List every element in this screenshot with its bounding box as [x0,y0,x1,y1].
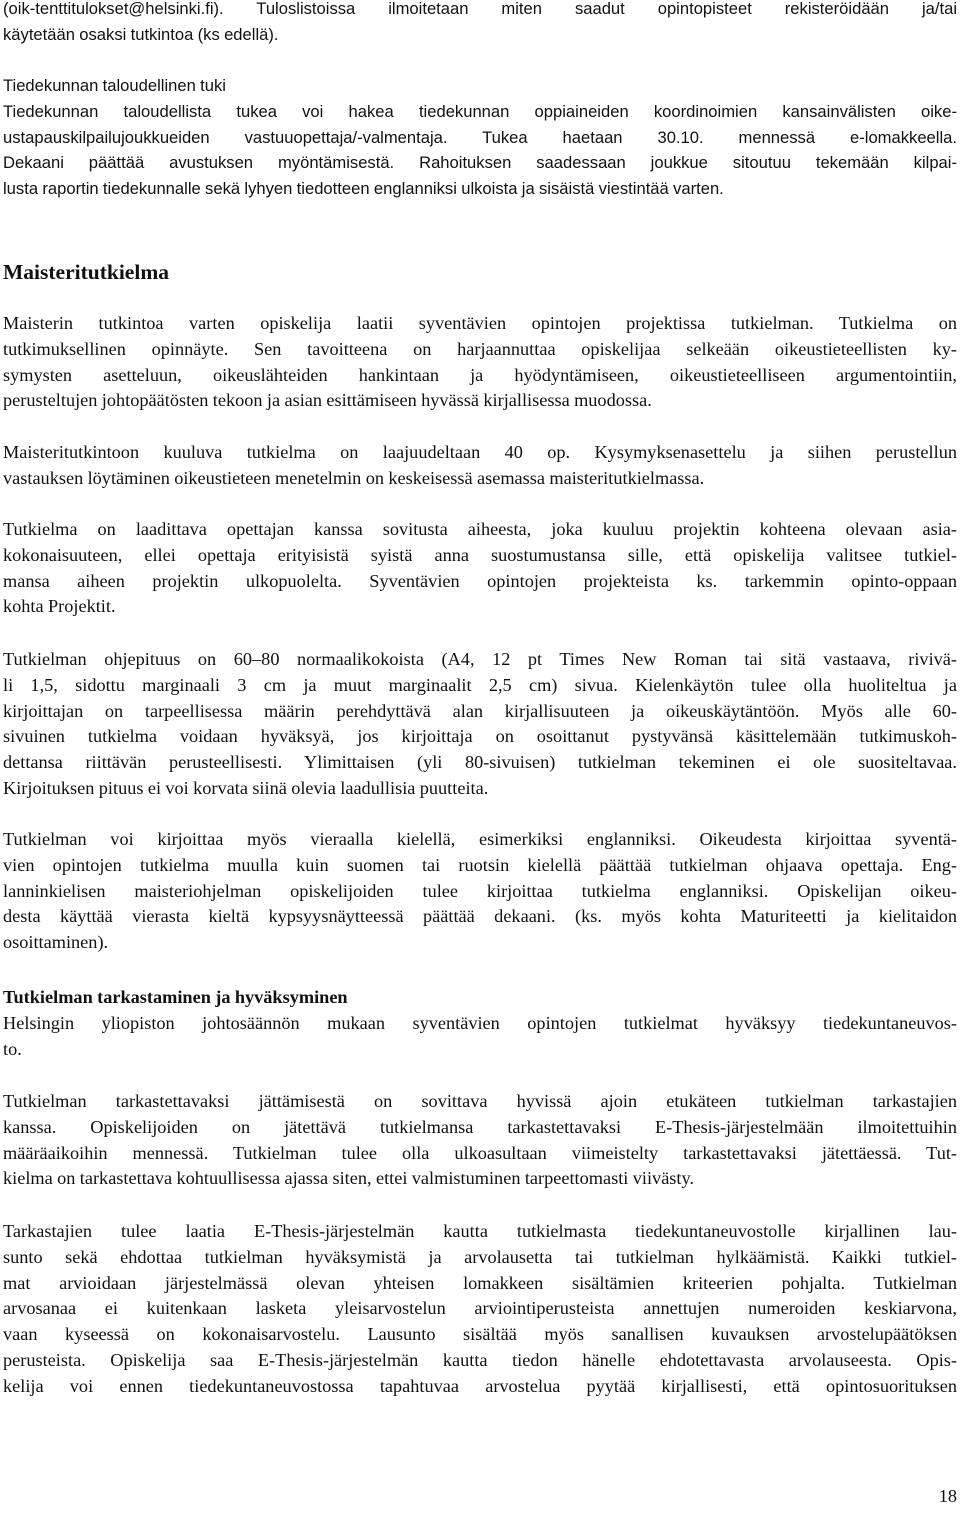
text-line: (oik-tenttitulokset@helsinki.fi). Tuloslistoissa ilmoitetaan miten saadut opintopisteet rekisteröidään ja/tai [3,0,957,18]
intro-paragraph [3,0,957,48]
text-line: mat arvioidaan järjestelmässä olevan yhteisen lomakkeen sisältämien kriteerien pohjalta. Tutkielman [3,1272,957,1293]
text-line: Tutkielman voi kirjoittaa myös vieraalla kielellä, esimerkiksi englanniksi. Oikeudesta kirjoittaa syventä- [3,829,957,849]
thesis-evaluation-paragraph [3,1219,957,1400]
text-line: käytetään osaksi tutkintoa (ks edellä). [3,24,279,44]
thesis-approval-paragraph [3,985,957,1062]
thesis-intro-paragraph [3,311,957,414]
text-line: vaan kyseessä on kokonaisarvostelu. Lausunto sisältää myös sanallisen kuvauksen arvostelupäätöksen [3,1324,957,1345]
text-line: Tutkielman ohjepituus on 60–80 normaalikokoista (A4, 12 pt Times New Roman tai sitä vastaava, rivivä- [3,649,957,669]
text-line: lanninkielisen maisteriohjelman opiskelijoiden tulee kirjoittaa tutkielma englanniksi. Opiskelijan oikeu- [3,880,957,901]
financial-support-paragraph [3,73,957,202]
thesis-topic-paragraph [3,517,957,620]
text-line: ustapauskilpailujoukkueiden vastuuopettaja/-valmentaja. Tukea haetaan 30.10. mennessä e-lomakkeella. [3,127,957,147]
text-line: mansa aiheen projektin ulkopuolelta. Syventävien opintojen projekteista ks. tarkemmin opinto-oppaan [3,570,957,591]
text-line: osoittaminen). [3,932,109,953]
text-line: sunto sekä ehdottaa tutkielman hyväksymistä ja arvolausetta tai tutkielman hylkäämistä. Kaikki tutkiel- [3,1246,957,1267]
text-line: vien opintojen tutkielma muulla kuin suomen tai ruotsin kielellä päättää tutkielman ohjaava opettaja. Eng- [3,854,957,875]
text-line: sivuinen tutkielma voidaan hyväksyä, jos kirjoittaja on osoittanut pystyvänsä käsittelemään tutkimuskoh- [3,726,957,747]
text-line: kirjoittajan on tarpeellisessa määrin perehdyttävä alan kirjallisuuteen ja oikeuskäytäntöön. Myös alle 60- [3,700,957,721]
text-line: kanssa. Opiskelijoiden on jätettävä tutkielmansa tarkastettavaksi E-Thesis-järjestelmään ilmoitettuihin [3,1116,957,1137]
text-line: kohta Projektit. [3,596,116,617]
text-line: Tarkastajien tulee laatia E-Thesis-järjestelmän kautta tutkielmasta tiedekuntaneuvostolle kirjallinen lau- [3,1221,957,1241]
text-line: kelija voi ennen tiedekuntaneuvostossa tapahtuvaa arvostelua pyytää kirjallisesti, että opintosuorituksen [3,1375,957,1396]
text-line: perusteltujen johtopäätösten tekoon ja asian esittämiseen hyvässä kirjallisessa muodossa. [3,390,652,411]
thesis-language-paragraph [3,827,957,956]
text-line: arvosanaa ei kuitenkaan lasketa yleisarvostelun arviointiperusteista annettujen numeroiden keskiarvona, [3,1298,957,1319]
text-line: määräaikoihin mennessä. Tutkielman tulee olla ulkoasultaan viimeistelty tarkastettavaksi jätettäessä. Tut- [3,1142,957,1163]
text-line: kokonaisuuteen, ellei opettaja erityisistä syistä anna suostumustansa sille, että opiskelija valitsee tutkiel- [3,544,957,565]
text-line: Tiedekunnan taloudellista tukea voi hakea tiedekunnan oppiaineiden koordinoimien kansainvälisten oike- [3,101,957,121]
text-line: Maisteritutkintoon kuuluva tutkielma on laajuudeltaan 40 op. Kysymyksenasettelu ja siihen perustellun [3,442,957,462]
text-line: symysten asetteluun, oikeuslähteiden hankintaan ja hyödyntämiseen, oikeustieteelliseen argumentointiin, [3,364,957,385]
page-number: 18 [938,1486,957,1506]
text-line: li 1,5, sidottu marginaali 3 cm ja muut marginaalit 2,5 cm) sivua. Kielenkäytön tulee olla huoliteltua ja [3,674,957,695]
text-line: tutkimuksellinen opinnäyte. Sen tavoitteena on harjaannuttaa opiskelijaa selkeään oikeustieteellisten ky- [3,338,957,359]
text-line: Maisterin tutkintoa varten opiskelija laatii syventävien opintojen projektissa tutkielman. Tutkielma on [3,313,957,333]
subsection-heading: Tutkielman tarkastaminen ja hyväksyminen [3,987,348,1007]
text-line: Dekaani päättää avustuksen myöntämisestä. Rahoituksen saadessaan joukkue sitoutuu tekemään kilpai- [3,153,957,173]
text-line: Tutkielman tarkastettavaksi jättämisestä on sovittava hyvissä ajoin etukäteen tutkielman tarkastajien [3,1091,957,1111]
text-line: desta käyttää vierasta kieltä kypsyysnäytteessä päättää dekaani. (ks. myös kohta Maturiteetti ja kielitaidon [3,906,957,927]
text-line: lusta raportin tiedekunnalle sekä lyhyen tiedotteen englanniksi ulkoista ja sisäistä viestintää varten. [3,179,724,199]
text-line: Tutkielma on laadittava opettajan kanssa sovitusta aiheesta, joka kuuluu projektin kohteena olevaan asia- [3,519,957,539]
text-line: Helsingin yliopiston johtosäännön mukaan syventävien opintojen tutkielmat hyväksyy tiedekuntaneuvos- [3,1012,957,1033]
thesis-scope-paragraph [3,440,957,492]
text-line: perusteista. Opiskelija saa E-Thesis-järjestelmän kautta tiedon hänelle ehdotettavasta arvolauseesta. Opis- [3,1349,957,1370]
text-line: Tiedekunnan taloudellinen tuki [3,76,226,95]
text-line: vastauksen löytäminen oikeustieteen menetelmin on keskeisessä asemassa maisteritutkielmassa. [3,467,705,488]
thesis-length-paragraph [3,647,957,802]
text-line: dettansa riittävän perusteellisesti. Ylimittaisen (yli 80-sivuisen) tutkielman tekeminen ei ole suositeltavaa. [3,752,957,773]
text-line: kielma on tarkastettava kohtuullisessa ajassa siten, ettei valmistuminen tarpeettomasti viivästy. [3,1168,695,1189]
text-line: to. [3,1038,22,1059]
section-heading: Maisteritutkielma [3,260,169,284]
text-line: Kirjoituksen pituus ei voi korvata siinä olevia laadullisia puutteita. [3,777,489,798]
thesis-submission-paragraph [3,1089,957,1192]
